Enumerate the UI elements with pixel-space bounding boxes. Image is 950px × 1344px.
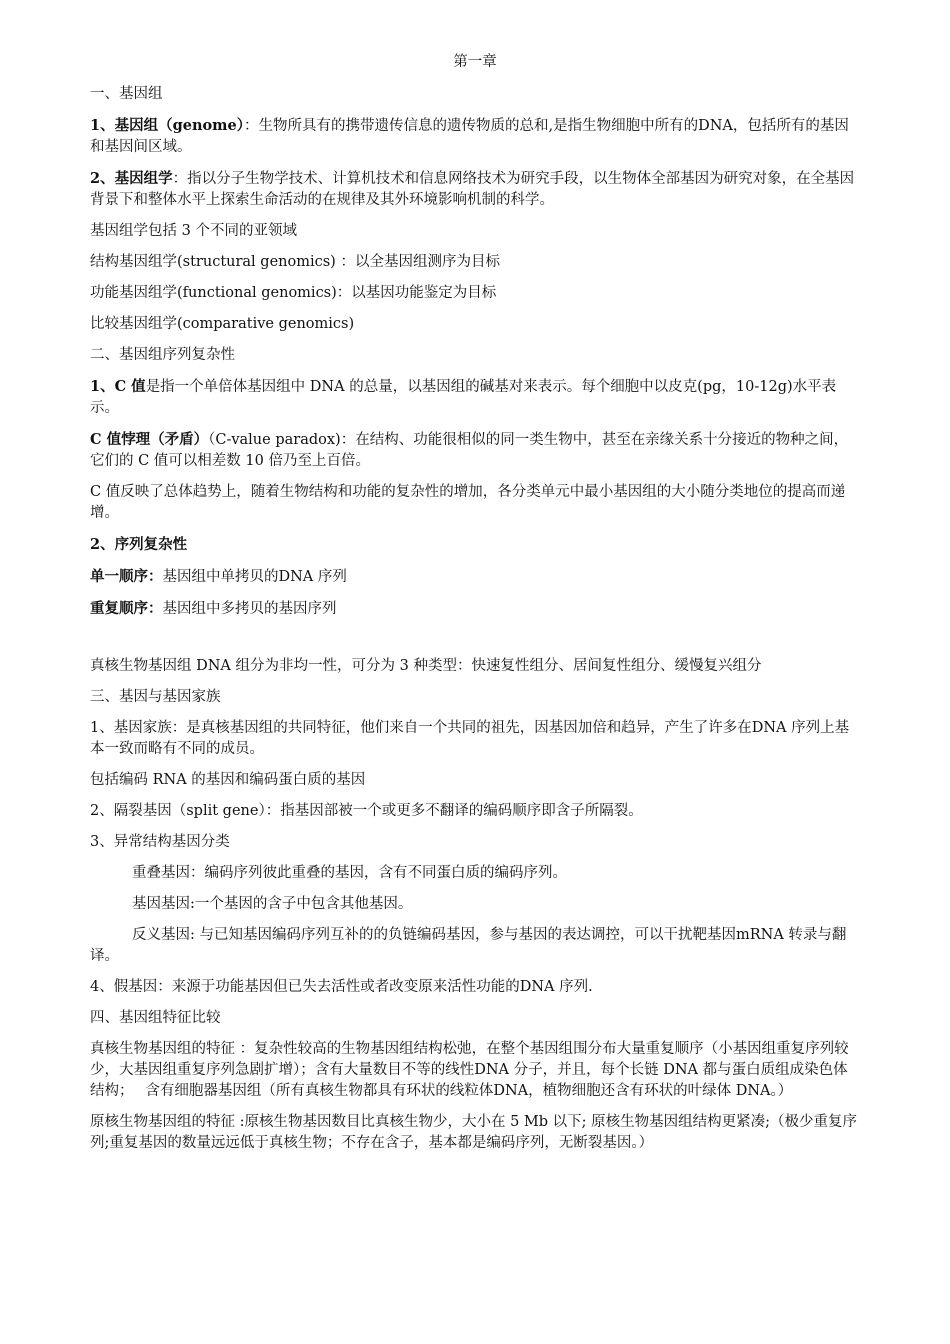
c-value-trend: C 值反映了总体趋势上，随着生物结构和功能的复杂性的增加，各分类单元中最小基因组的大小随分类地位的提高而递增。 — [90, 484, 846, 521]
section-1-heading: 一、基因组 — [90, 86, 163, 102]
c-value-text: 是指一个单倍体基因组中 DNA 的总量，以基因组的碱基对来表示。每个细胞中以皮克(pg，10-12g)水平表示。 — [90, 379, 837, 416]
structural-genomics: 结构基因组学(structural genomics) ：以全基因组测序为目标 — [90, 254, 500, 270]
eukaryotic-dna-components: 真核生物基因组 DNA 组分为非均一性，可分为 3 种类型：快速复性组分、居间复性组分、缓慢复兴组分 — [90, 658, 762, 674]
prokaryotic-genome-features: 原核生物基因组的特征 :原核生物基因数目比真核生物少，大小在 5 Mb 以下; 原核生物基因组结构更紧凑;（极少重复序列;重复基因的数量远远低于真核生物；不存在含子，基本都是编码序列，无断裂基因。） — [90, 1114, 858, 1151]
split-gene: 2、隔裂基因（split gene）：指基因部被一个或更多不翻译的编码顺序即含子所隔裂。 — [90, 803, 643, 819]
c-value-term: 1、C 值 — [90, 378, 146, 395]
gene-within-gene: 基因基因:一个基因的含子中包含其他基因。 — [132, 896, 413, 912]
sequence-complexity-heading — [90, 534, 860, 556]
unique-sequence-term: 单一顺序： — [90, 568, 163, 585]
genome-definition — [90, 115, 860, 158]
c-value-paradox — [90, 429, 860, 472]
c-value-paradox-term: C 值悖理（矛盾） — [90, 431, 209, 448]
genome-term: 1、基因组（genome） — [90, 117, 244, 134]
overlapping-gene: 重叠基因：编码序列彼此重叠的基因，含有不同蛋白质的编码序列。 — [132, 865, 567, 881]
spacer — [90, 630, 860, 656]
unique-sequence-text: 基因组中单拷贝的DNA 序列 — [162, 569, 347, 585]
unique-sequence — [90, 566, 860, 588]
gene-family: 1、基因家族：是真核基因组的共同特征，他们来自一个共同的祖先，因基因加倍和趋异，产生了许多在DNA 序列上基本一致而略有不同的成员。 — [90, 720, 850, 757]
document-page — [90, 52, 860, 1164]
c-value-definition — [90, 376, 860, 419]
abnormal-gene-classes: 3、异常结构基因分类 — [90, 834, 230, 850]
repetitive-sequence-term: 重复顺序： — [90, 600, 163, 617]
genomics-definition — [90, 168, 860, 211]
genomics-text: ：指以分子生物学技术、计算机技术和信息网络技术为研究手段，以生物体全部基因为研究对象，在全基因背景下和整体水平上探索生命活动的在规律及其外环境影响机制的科学。 — [90, 171, 855, 208]
pseudogene: 4、假基因：来源于功能基因但已失去活性或者改变原来活性功能的DNA 序列. — [90, 979, 593, 995]
sequence-complexity-term: 2、序列复杂性 — [90, 536, 188, 553]
genomics-term: 2、基因组学 — [90, 170, 173, 187]
antisense-gene — [90, 925, 860, 967]
antisense-gene-text: 反义基因: 与已知基因编码序列互补的的负链编码基因，参与基因的表达调控，可以干扰靶基因mRNA 转录与翻译。 — [90, 927, 847, 964]
section-4-heading: 四、基因组特征比较 — [90, 1010, 221, 1026]
gene-family-types: 包括编码 RNA 的基因和编码蛋白质的基因 — [90, 772, 366, 788]
chapter-title: 第一章 — [453, 54, 497, 70]
c-value-paradox-text: （C-value paradox)：在结构、功能很相似的同一类生物中，甚至在亲缘关系十分接近的物种之间，它们的 C 值可以相差数 10 倍乃至上百倍。 — [90, 432, 849, 469]
section-2-heading: 二、基因组序列复杂性 — [90, 347, 235, 363]
section-3-heading: 三、基因与基因家族 — [90, 689, 221, 705]
subfields-intro: 基因组学包括 3 个不同的亚领域 — [90, 223, 297, 239]
repetitive-sequence-text: 基因组中多拷贝的基因序列 — [162, 601, 337, 617]
repetitive-sequence — [90, 598, 860, 620]
functional-genomics: 功能基因组学(functional genomics)：以基因功能鉴定为目标 — [90, 285, 497, 301]
comparative-genomics: 比较基因组学(comparative genomics) — [90, 316, 355, 332]
genome-text: ：生物所具有的携带遗传信息的遗传物质的总和,是指生物细胞中所有的DNA，包括所有的基因和基因间区域。 — [90, 118, 849, 155]
eukaryotic-genome-features: 真核生物基因组的特征 ：复杂性较高的生物基因组结构松弛，在整个基因组围分布大量重复顺序（小基因组重复序列较少，大基因组重复序列急剧扩增）；含有大量数目不等的线性DNA 分子，并且，每个长链 DNA 都与蛋白质组成染色体结构； 含有细胞器基因组（所有真核生物都具有环状的线粒体DNA，植物细胞还含有环状的叶绿体 DNA。） — [90, 1041, 849, 1099]
